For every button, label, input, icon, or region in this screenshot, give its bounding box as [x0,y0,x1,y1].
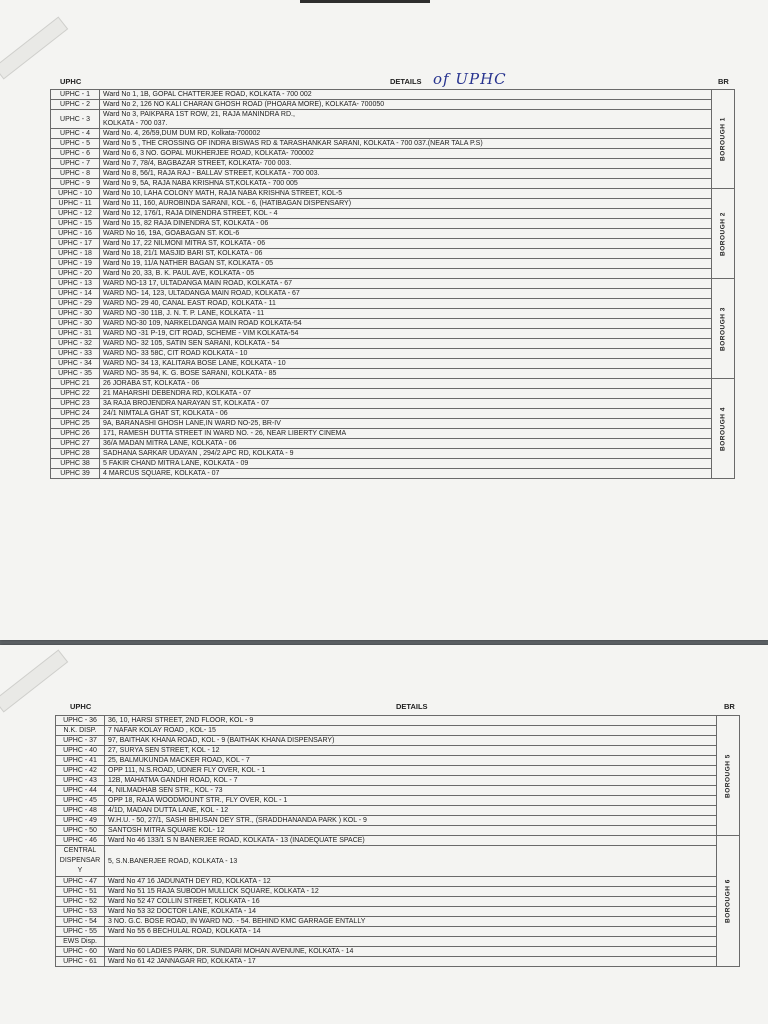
address-details [100,100,712,110]
table-row [56,796,740,806]
uphc-table [55,715,740,967]
address-details [105,887,717,897]
uphc-table [50,89,735,479]
table-row [51,129,735,139]
uphc-code: UPHC - 52 [56,897,105,907]
address-details [105,746,717,756]
address-line: 97, BAITHAK KHANA ROAD, KOL - 9 (BAITHAK KHANA DISPENSARY) [108,737,335,744]
address-details [105,836,717,846]
address-details [105,826,717,836]
table-row [51,169,735,179]
address-details [100,299,712,309]
address-details [105,897,717,907]
uphc-code: UPHC - 48 [56,806,105,816]
address-line: 26 JORABA ST, KOLKATA - 06 [103,380,200,387]
address-details [100,469,712,479]
address-details [100,110,712,129]
uphc-code: UPHC 24 [51,409,100,419]
uphc-code: UPHC - 3 [51,110,100,129]
address-details [100,249,712,259]
uphc-code: UPHC 22 [51,389,100,399]
uphc-code: UPHC 27 [51,439,100,449]
address-line: WARD NO -30 11B, J. N. T. P. LANE, KOLKATA - 11 [103,310,265,317]
table-row [56,756,740,766]
table-row [51,229,735,239]
uphc-code: UPHC - 15 [51,219,100,229]
address-line: WARD NO-30 109, NARKELDANGA MAIN ROAD KOLKATA-54 [103,320,302,327]
address-details [100,379,712,389]
address-line: Ward No 52 47 COLLIN STREET, KOLKATA - 16 [108,898,260,905]
address-line: Ward No 53 32 DOCTOR LANE, KOLKATA - 14 [108,908,256,915]
table-row [51,219,735,229]
table-row [51,439,735,449]
uphc-code: UPHC - 50 [56,826,105,836]
table-row [51,189,735,199]
uphc-code: UPHC - 41 [56,756,105,766]
address-line: Ward No 10, LAHA COLONY MATH, RAJA NABA KRISHNA STREET, KOL-5 [103,190,343,197]
address-line: 4/1D, MADAN DUTTA LANE, KOL - 12 [108,807,229,814]
table-row [51,199,735,209]
address-details [100,439,712,449]
uphc-code: UPHC - 9 [51,179,100,189]
uphc-code: UPHC 23 [51,399,100,409]
uphc-code: UPHC - 54 [56,917,105,927]
table-row [51,239,735,249]
address-line: Ward No 11, 160, AUROBINDA SARANI, KOL - 6, (HATIBAGAN DISPENSARY) [103,200,352,207]
address-line: Ward No 6, 3 NO. GOPAL MUKHERJEE ROAD, KOLKATA- 700002 [103,150,314,157]
table-row [51,349,735,359]
address-details [105,806,717,816]
address-details [100,429,712,439]
address-line: Ward No 51 15 RAJA SUBODH MULLICK SQUARE, KOLKATA - 12 [108,888,319,895]
address-details [100,449,712,459]
table-row [51,179,735,189]
table-row [56,746,740,756]
address-line: Ward No 3, PAIKPARA 1ST ROW, 21, RAJA MANINDRA RD., [103,111,295,118]
address-line: Ward No 1, 1B, GOPAL CHATTERJEE ROAD, KOLKATA - 700 002 [103,91,312,98]
borough-cell [712,279,735,379]
address-details [105,726,717,736]
address-line: Ward No 61 42 JANNAGAR RD, KOLKATA - 17 [108,958,256,965]
borough-label: BOROUGH 4 [719,406,727,451]
table-row [56,897,740,907]
table-row [51,149,735,159]
address-line: OPP 111, N.S.ROAD, UDNER FLY OVER, KOL - 1 [108,767,266,774]
table-row [51,369,735,379]
uphc-code: UPHC - 6 [51,149,100,159]
address-details [105,766,717,776]
uphc-code: UPHC 25 [51,419,100,429]
table-row [51,379,735,389]
address-details [100,179,712,189]
torn-corner [0,649,68,712]
borough-label: BOROUGH 3 [719,306,727,351]
borough-label: BOROUGH 2 [719,211,727,256]
table-row [56,836,740,846]
torn-corner [0,16,68,79]
address-details [100,419,712,429]
table-row [56,947,740,957]
address-details [100,349,712,359]
address-details [100,289,712,299]
table-row [51,289,735,299]
address-line: Ward No 55 6 BECHULAL ROAD, KOLKATA - 14 [108,928,261,935]
table-row [51,249,735,259]
table-row [51,419,735,429]
uphc-code: UPHC - 34 [51,359,100,369]
table-row [51,139,735,149]
address-details [105,947,717,957]
table-row [56,786,740,796]
table-row [56,716,740,726]
uphc-code: UPHC - 42 [56,766,105,776]
uphc-code: UPHC - 5 [51,139,100,149]
address-line: Ward No 12, 176/1, RAJA DINENDRA STREET, KOL - 4 [103,210,278,217]
borough-cell [717,716,740,836]
address-line: 36, 10, HARSI STREET, 2ND FLOOR, KOL - 9 [108,717,254,724]
table-row [56,736,740,746]
address-details [100,409,712,419]
address-line: Ward No 7, 78/4, BAGBAZAR STREET, KOLKATA- 700 003. [103,160,292,167]
table-row [51,459,735,469]
address-details [100,209,712,219]
address-details [100,159,712,169]
address-line: WARD NO- 32 105, SATIN SEN SARANI, KOLKATA - 54 [103,340,280,347]
uphc-code: UPHC - 35 [51,369,100,379]
column-header-uphc: UPHC [70,702,92,711]
table-row [51,389,735,399]
uphc-code: UPHC - 30 [51,309,100,319]
uphc-code: UPHC 38 [51,459,100,469]
uphc-code: UPHC - 32 [51,339,100,349]
table-row [51,299,735,309]
address-line: W.H.U. - 50, 27/1, SASHI BHUSAN DEY STR., (SRADDHANANDA PARK ) KOL - 9 [108,817,367,824]
borough-cell [712,189,735,279]
address-details [105,776,717,786]
address-details [105,716,717,726]
address-details [100,329,712,339]
address-line: Ward No 17, 22 NILMONI MITRA ST, KOLKATA - 06 [103,240,266,247]
borough-cell [712,379,735,479]
uphc-code: UPHC 39 [51,469,100,479]
uphc-code: UPHC - 14 [51,289,100,299]
table-row [51,359,735,369]
address-details [100,359,712,369]
address-line: 4 MARCUS SQUARE, KOLKATA - 07 [103,470,220,477]
table-row [56,846,740,877]
address-line: Ward No 8, 56/1, RAJA RAJ - BALLAV STREET, KOLKATA - 700 003. [103,170,320,177]
address-line: Ward No 60 LADIES PARK, DR. SUNDARI MOHAN AVENUNE, KOLKATA - 14 [108,948,354,955]
uphc-code: UPHC 21 [51,379,100,389]
table-row [56,766,740,776]
borough-cell [712,90,735,189]
uphc-code: UPHC 28 [51,449,100,459]
uphc-code: UPHC - 55 [56,927,105,937]
address-details [100,189,712,199]
table-row [51,429,735,439]
address-line: 21 MAHARSHI DEBENDRA RD, KOLKATA - 07 [103,390,251,397]
table-row [56,907,740,917]
address-details [100,259,712,269]
table-row [51,469,735,479]
borough-label: BOROUGH 5 [724,753,732,798]
address-details [105,907,717,917]
address-details [105,937,717,947]
uphc-code: UPHC - 31 [51,329,100,339]
table-row [56,816,740,826]
uphc-code: UPHC - 45 [56,796,105,806]
uphc-code: UPHC - 20 [51,269,100,279]
address-details [105,796,717,806]
address-details [105,917,717,927]
borough-label: BOROUGH 6 [724,879,732,923]
address-line: Ward No 18, 21/1 MASJID BARI ST, KOLKATA - 06 [103,250,263,257]
address-details [105,786,717,796]
address-line: KOLKATA - 700 037. [103,120,168,127]
uphc-code: UPHC - 61 [56,957,105,967]
address-line: SANTOSH MITRA SQUARE KOL- 12 [108,827,225,834]
address-details [105,846,717,877]
table-row [56,806,740,816]
uphc-code: UPHC - 2 [51,100,100,110]
address-line: 25, BALMUKUNDA MACKER ROAD, KOL - 7 [108,757,250,764]
uphc-code: UPHC - 51 [56,887,105,897]
uphc-code: UPHC - 29 [51,299,100,309]
table-row [56,826,740,836]
uphc-code: UPHC - 49 [56,816,105,826]
address-line: OPP 18, RAJA WOODMOUNT STR., FLY OVER, KOL - 1 [108,797,288,804]
address-details [105,957,717,967]
uphc-code: UPHC - 30 [51,319,100,329]
uphc-code: UPHC - 43 [56,776,105,786]
uphc-code: CENTRAL DISPENSAR Y [56,846,105,877]
address-line: WARD NO- 29 40, CANAL EAST ROAD, KOLKATA - 11 [103,300,276,307]
address-details [100,199,712,209]
handwritten-annotation: of UPHC [433,70,507,88]
table-row [51,90,735,100]
address-details [100,279,712,289]
uphc-code: UPHC - 18 [51,249,100,259]
table-row [51,269,735,279]
address-line: 4, NILMADHAB SEN STR., KOL - 73 [108,787,223,794]
address-details [100,399,712,409]
address-details [100,389,712,399]
address-line: SADHANA SARKAR UDAYAN , 294/2 APC RD, KOLKATA - 9 [103,450,294,457]
address-details [105,816,717,826]
uphc-code: UPHC - 13 [51,279,100,289]
uphc-code: UPHC - 16 [51,229,100,239]
column-header-details: DETAILS [396,702,428,711]
uphc-code: UPHC - 8 [51,169,100,179]
uphc-code: EWS Disp. [56,937,105,947]
uphc-code: UPHC - 12 [51,209,100,219]
table-row [56,887,740,897]
column-header-br: BR [724,702,735,711]
address-line: Ward No 9, 5A, RAJA NABA KRISHNA ST,KOLKATA - 700 005 [103,180,298,187]
address-line: 27, SURYA SEN STREET, KOL - 12 [108,747,220,754]
table-row [51,259,735,269]
table-row [51,100,735,110]
address-details [100,269,712,279]
address-line: Ward No 15, 82 RAJA DINENDRA ST, KOLKATA - 06 [103,220,269,227]
address-details [100,90,712,100]
uphc-code: UPHC - 17 [51,239,100,249]
address-line: WARD NO -31 P-19, CIT ROAD, SCHEME - VIM KOLKATA-54 [103,330,299,337]
address-details [100,139,712,149]
address-details [100,309,712,319]
address-details [100,169,712,179]
address-details [100,369,712,379]
address-line: WARD NO- 34 13, KALITARA BOSE LANE, KOLKATA - 10 [103,360,286,367]
address-line: Ward No. 4, 26/59,DUM DUM RD, Kolkata-700002 [103,130,261,137]
address-line: WARD NO-13 17, ULTADANGA MAIN ROAD, KOLKATA - 67 [103,280,293,287]
address-details [105,927,717,937]
address-line: 3A RAJA BROJENDRA NARAYAN ST, KOLKATA - 07 [103,400,269,407]
address-details [100,229,712,239]
address-line: 5, S.N.BANERJEE ROAD, KOLKATA - 13 [108,857,238,865]
table-row [51,209,735,219]
address-line: Ward No 5 , THE CROSSING OF INDRA BISWAS RD & TARASHANKAR SARANI, KOLKATA - 700 037.(NEAR TALA P.S) [103,140,483,147]
address-line: 12B, MAHATMA GANDHI ROAD, KOL - 7 [108,777,238,784]
address-line: 7 NAFAR KOLAY ROAD , KOL- 15 [108,727,216,734]
uphc-code: UPHC - 37 [56,736,105,746]
address-line: Ward No 2, 126 NO KALI CHARAN GHOSH ROAD (PHOARA MORE), KOLKATA- 700050 [103,101,385,108]
table-row [56,937,740,947]
uphc-code: UPHC - 40 [56,746,105,756]
uphc-code: UPHC - 1 [51,90,100,100]
uphc-code: UPHC - 7 [51,159,100,169]
table-row [56,917,740,927]
address-details [100,459,712,469]
table-row [51,110,735,129]
table-row [56,776,740,786]
uphc-code: UPHC - 36 [56,716,105,726]
uphc-code: UPHC - 44 [56,786,105,796]
address-details [100,219,712,229]
address-line: WARD NO- 14, 123, ULTADANGA MAIN ROAD, KOLKATA - 67 [103,290,300,297]
uphc-code: UPHC - 19 [51,259,100,269]
uphc-code: UPHC - 10 [51,189,100,199]
table-row [51,329,735,339]
address-details [105,756,717,766]
address-details [100,339,712,349]
borough-label: BOROUGH 1 [719,117,727,161]
address-line: 5 FAKIR CHAND MITRA LANE, KOLKATA - 09 [103,460,249,467]
table-row [56,877,740,887]
address-details [105,736,717,746]
borough-cell [717,836,740,967]
document-page-2 [0,645,768,1024]
uphc-code: UPHC - 60 [56,947,105,957]
table-row [51,159,735,169]
address-line: 9A, BARANASHI GHOSH LANE,IN WARD NO-25, BR-IV [103,420,281,427]
column-header-br: BR [718,77,729,86]
address-line: 36/A MADAN MITRA LANE, KOLKATA - 06 [103,440,237,447]
table-row [51,279,735,289]
address-line: Ward No 20, 33, B. K. PAUL AVE, KOLKATA - 05 [103,270,255,277]
address-line: Ward No 19, 11/A NATHER BAGAN ST, KOLKATA - 05 [103,260,274,267]
table-row [51,409,735,419]
uphc-code: N.K. DISP. [56,726,105,736]
uphc-code: UPHC 26 [51,429,100,439]
address-line: 3 NO. G.C. BOSE ROAD, IN WARD NO. - 54. BEHIND KMC GARRAGE ENTALLY [108,918,366,925]
column-header-uphc: UPHC [60,77,82,86]
table-row [51,339,735,349]
table-row [51,449,735,459]
address-line: WARD NO- 35 94, K. G. BOSE SARANI, KOLKATA - 85 [103,370,277,377]
table-row [51,399,735,409]
uphc-code: UPHC - 46 [56,836,105,846]
address-details [100,239,712,249]
address-details [100,129,712,139]
table-row [56,927,740,937]
scan-edge-strip [300,0,430,3]
address-line: 171, RAMESH DUTTA STREET IN WARD NO. - 26, NEAR LIBERTY CINEMA [103,430,347,437]
address-details [105,877,717,887]
uphc-code: UPHC - 47 [56,877,105,887]
table-row [51,309,735,319]
table-row [51,319,735,329]
table-row [56,726,740,736]
address-line: Ward No 47 16 JADUNATH DEY RD, KOLKATA - 12 [108,878,271,885]
address-line: WARD No 16, 19A, GOABAGAN ST. KOL-6 [103,230,240,237]
address-line: WARD NO- 33 58C, CIT ROAD KOLKATA - 10 [103,350,248,357]
address-details [100,319,712,329]
uphc-code: UPHC - 11 [51,199,100,209]
table-row [56,957,740,967]
address-details [100,149,712,159]
address-line: 24/1 NIMTALA GHAT ST, KOLKATA - 06 [103,410,228,417]
uphc-code: UPHC - 4 [51,129,100,139]
uphc-code: UPHC - 33 [51,349,100,359]
address-line: Ward No 46 133/1 S N BANERJEE ROAD, KOLKATA - 13 (INADEQUATE SPACE) [108,837,365,844]
uphc-code: UPHC - 53 [56,907,105,917]
column-header-details: DETAILS [390,77,422,86]
